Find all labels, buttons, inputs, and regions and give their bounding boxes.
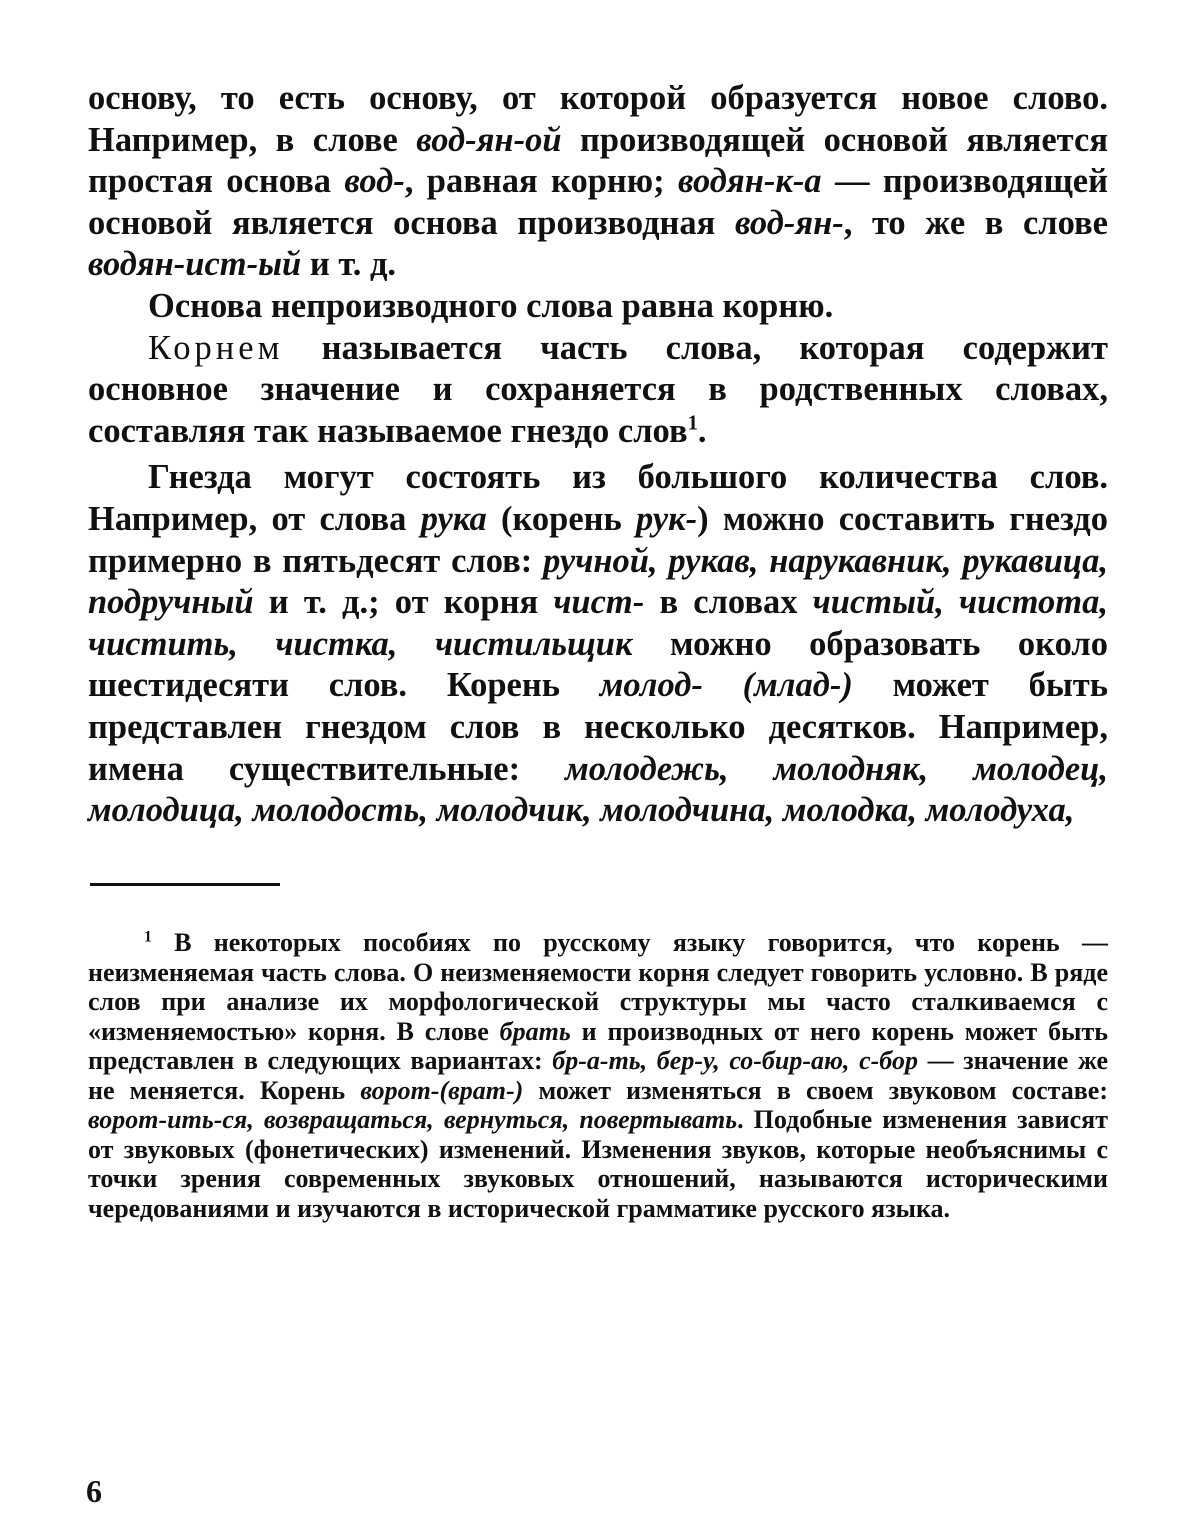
main-text	[88, 78, 1108, 832]
example-word: брать	[499, 1016, 571, 1046]
text-run: Гнезда могут состоять из большого количества слов. Например, от слова	[88, 458, 1108, 538]
text-run: — значение же не меняется. Корень	[88, 1046, 1108, 1105]
paragraph-1	[88, 78, 1108, 286]
example-word: вод-ян-ой	[416, 120, 562, 159]
paragraph-3	[88, 328, 1108, 453]
example-word: молод- (млад-)	[599, 666, 853, 705]
text-run: и производных от него корень может быть представлен в следующих вариантах:	[88, 1016, 1108, 1075]
text-run: и т. д.	[301, 245, 397, 284]
text-run: (корень	[486, 499, 637, 538]
footnote	[88, 928, 1108, 1223]
example-words: бр-а-ть, бер-у, со-бир-аю, с-бор	[552, 1046, 918, 1075]
text-run: ) можно составить гнездо примерно в пятьдесят слов:	[88, 499, 1108, 580]
example-word: вод-ян-	[734, 203, 844, 242]
text-run: .	[697, 411, 707, 450]
example-word: вод-	[344, 162, 405, 201]
example-words: молодежь, молодняк, молодец, молодица, молодость, молодчик, молодчина, молодка, молодуха,	[88, 749, 1108, 830]
text-run: может быть представлен гнездом слов в несколько десятков. Например, имена существительные:	[88, 666, 1108, 788]
example-words: ворот-ить-ся, возвращаться, вернуться, повертывать	[88, 1105, 738, 1134]
example-words: чистый, чистота, чистить, чистка, чистильщик	[88, 583, 1108, 663]
text-run: производящей основой является простая основа	[88, 120, 1108, 201]
text-run: может изменяться в своем звуковом составе:	[523, 1075, 1109, 1105]
text-run: — производящей основой является основа производная	[88, 162, 1108, 242]
text-run: можно образовать около шестидесяти слов. Корень	[88, 624, 1108, 705]
footnote-ref[interactable]: 1	[687, 412, 698, 435]
example-word: чист-	[553, 583, 645, 622]
example-word: ворот-(врат-)	[360, 1075, 524, 1105]
defined-term: Корнем	[148, 328, 284, 367]
footnote-mark: 1	[144, 928, 152, 946]
example-word: водян-ист-ый	[88, 245, 302, 284]
text-run: основу, то есть основу, от которой образуется новое слово. Например, в слове	[88, 79, 1108, 159]
text-run: , равная корню;	[404, 162, 679, 201]
example-word: рука	[420, 499, 487, 538]
example-word: рук-	[636, 499, 698, 538]
text-run: . Подобные изменения зависят от звуковых (фонетических) изменений. Изменения звуков, которые необъяснимы с точки зрения современных звуковых отношений, называются историческими чередованиями и изучаются в исторической грамматике русского языка.	[88, 1105, 1108, 1223]
page-number: 6	[86, 1473, 102, 1509]
paragraph-4	[88, 457, 1108, 831]
text-run: и т. д.; от корня	[253, 583, 554, 622]
footnote-divider	[90, 883, 280, 886]
text-run: в словах	[644, 583, 813, 622]
text-run: называется часть слова, которая содержит основное значение и сохраняется в родственных словах, составляя так называемое гнездо слов	[88, 328, 1108, 450]
example-word: водян-к-а	[678, 162, 822, 201]
text-run: , то же в слове	[843, 203, 1108, 242]
example-words: ручной, рукав, нарукавник, рукавица, подручный	[88, 541, 1108, 622]
paragraph-2: Основа непроизводного слова равна корню.	[148, 286, 834, 325]
text-run: В некоторых пособиях по русскому языку говорится, что корень — неизменяемая часть слова. О неизменяемости корня следует говорить условно. В ряде слов при анализе их морфологической структуры мы часто сталкиваемся с «изменяемостью» корня. В слове	[88, 928, 1108, 1046]
